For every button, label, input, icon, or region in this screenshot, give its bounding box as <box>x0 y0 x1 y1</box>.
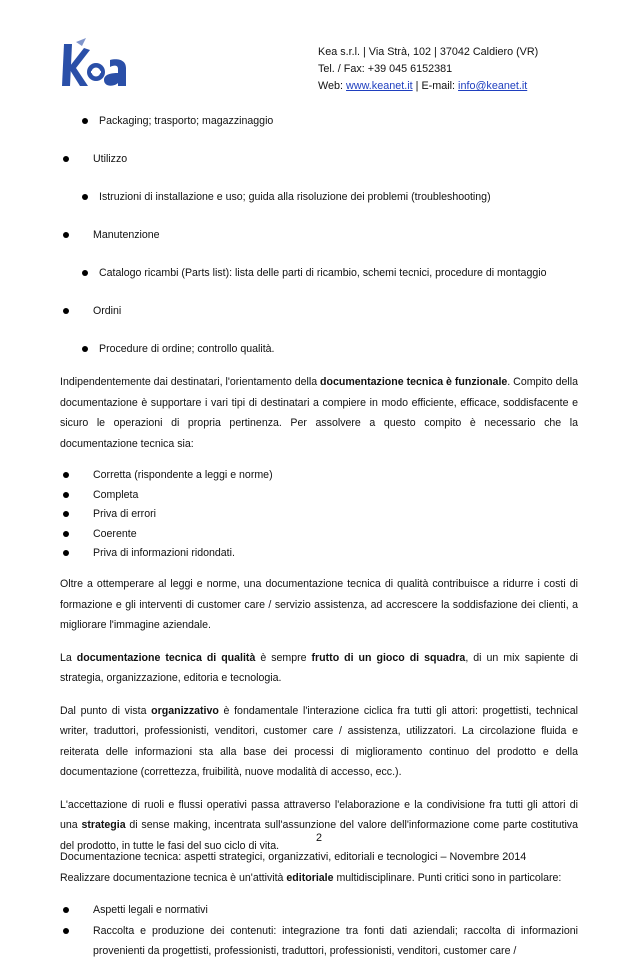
bullet-icon <box>63 928 69 934</box>
list-item: Procedure di ordine; controllo qualità. <box>60 340 578 358</box>
list-item: Priva di informazioni ridondati. <box>60 544 578 562</box>
bullet-icon <box>63 511 69 517</box>
list-item: Packaging; trasporto; magazzinaggio <box>60 112 578 130</box>
bullet-icon <box>63 156 69 162</box>
web-email-line <box>318 78 538 95</box>
phone-fax: Tel. / Fax: +39 045 6152381 <box>318 63 453 75</box>
bullet-icon <box>63 232 69 238</box>
list-item: Corretta (rispondente a leggi e norme) <box>60 466 578 484</box>
list-item: Aspetti legali e normativi <box>60 901 578 919</box>
page-number: 2 <box>315 832 322 844</box>
paragraph-leggi: Oltre a ottemperare al leggi e norme, una documentazione tecnica di qualità contribuisce a ridurre i costi di formazione e gli interventi di customer care / servizio assistenza, ad accrescere la soddisfazione dei clienti, a migliorare l'immagine aziendale. <box>60 578 578 631</box>
list-item: Priva di errori <box>60 505 578 523</box>
list-item: Completa <box>60 486 578 504</box>
email-link[interactable]: info@keanet.it <box>458 80 528 92</box>
list-item: Raccolta e produzione dei contenuti: integrazione tra fonti dati aziendali; raccolta di informazioni provenienti da progettisti, professionisti, traduttori, professionisti, venditori, customer care / <box>60 921 578 962</box>
company-address: Kea s.r.l. | Via Strà, 102 | 37042 Caldiero (VR) <box>318 46 539 58</box>
list-item: Coerente <box>60 525 578 543</box>
bullet-icon <box>82 346 88 352</box>
contact-block <box>318 44 538 95</box>
paragraph-strategia: L'accettazione di ruoli e flussi operativi passa attraverso l'elaborazione e la condivisione fra tutti gli attori di una strategia di sense making, incentrata sull'assunzione del valore dell'informazione come parte costitutiva del prodotto, in tutte le fasi del suo ciclo di vita. <box>60 798 578 852</box>
website-link[interactable]: www.keanet.it <box>346 80 413 92</box>
bullet-icon <box>63 492 69 498</box>
list-item: Istruzioni di installazione e uso; guida alla risoluzione dei problemi (troubleshooting) <box>60 188 578 206</box>
list-item: Catalogo ricambi (Parts list): lista delle parti di ricambio, schemi tecnici, procedure di montaggio <box>60 264 578 282</box>
footer-title: Documentazione tecnica: aspetti strategici, organizzativi, editoriali e tecnologici – Novembre 2014 <box>60 851 527 863</box>
bullet-icon <box>63 550 69 556</box>
list-item: Utilizzo <box>60 150 578 168</box>
bullet-icon <box>63 308 69 314</box>
quality-list <box>60 466 578 562</box>
lifecycle-list <box>60 112 578 358</box>
bullet-icon <box>82 194 88 200</box>
list-item: Manutenzione <box>60 226 578 244</box>
bullet-icon <box>63 472 69 478</box>
list-item: Ordini <box>60 302 578 320</box>
kea-logo <box>60 38 138 92</box>
bullet-icon <box>82 118 88 124</box>
paragraph-organizzativo: Dal punto di vista organizzativo è fondamentale l'interazione ciclica fra tutti gli attori: progettisti, technical writer, traduttori, professionisti, venditori, customer care / assistenza, utilizzatori. La circolazione fluida e reiterata delle informazioni sta alla base dei processi di miglioramento continuo del prodotto e della documentazione (correttezza, fruibilità, nuove modalità di accesso, ecc.). <box>60 704 578 778</box>
bullet-icon <box>82 270 88 276</box>
critical-points-list <box>60 901 578 962</box>
paragraph-squadra: La documentazione tecnica di qualità è sempre frutto di un gioco di squadra, di un mix sapiente di strategia, organizzazione, editoria e tecnologia. <box>60 651 578 684</box>
paragraph-funzionale: Indipendentemente dai destinatari, l'orientamento della documentazione tecnica è funzionale. Compito della documentazione è supportare i vari tipi di destinatari a compiere in modo efficiente, efficace, soddisfacente e sicuro le operazioni di propria pertinenza. Per assolvere a questo compito è necessario che la documentazione tecnica sia: <box>60 376 578 450</box>
paragraph-editoriale: Realizzare documentazione tecnica è un'attività editoriale multidisciplinare. Punti critici sono in particolare: <box>60 872 562 884</box>
bullet-icon <box>63 907 69 913</box>
web-label: Web: <box>318 80 347 92</box>
bullet-icon <box>63 531 69 537</box>
email-label: | E-mail: <box>412 80 459 92</box>
